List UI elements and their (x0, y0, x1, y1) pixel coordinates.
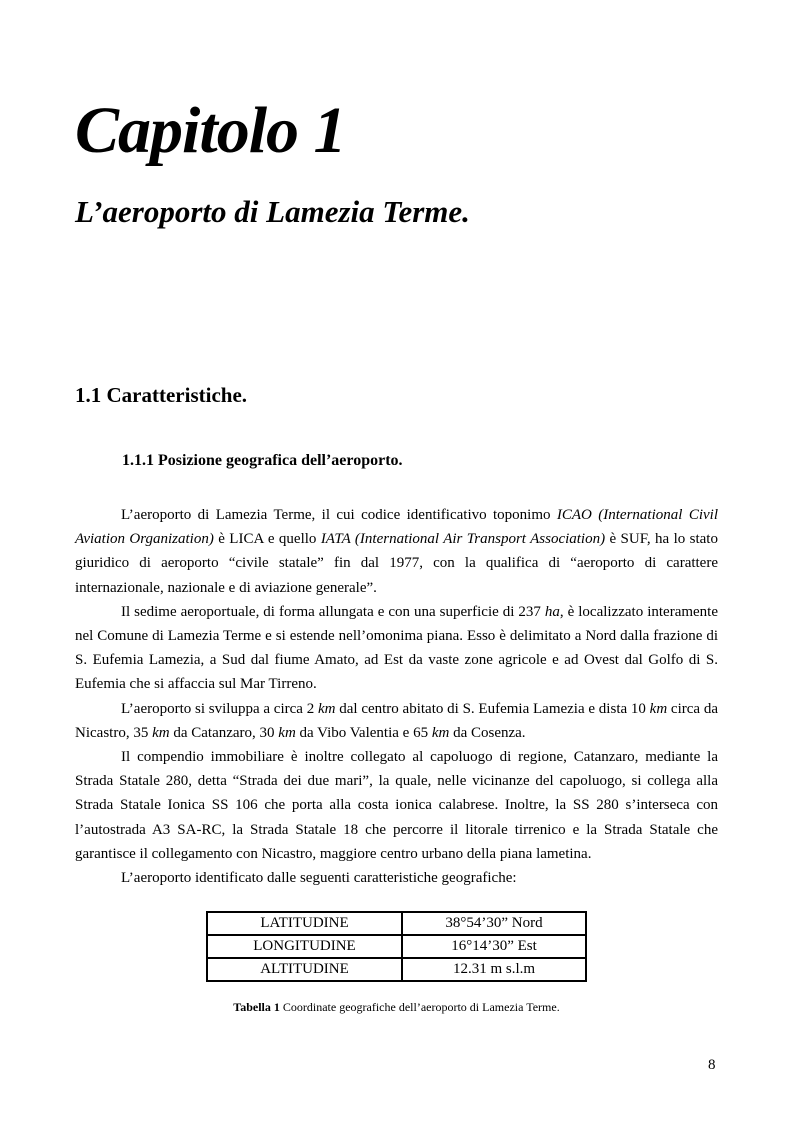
text-run-italic: ha (544, 603, 560, 620)
paragraph-1 (75, 503, 718, 600)
text-run-italic: km (649, 700, 668, 717)
text-run: da Vibo Valentia e 65 (295, 724, 432, 741)
chapter-title: Capitolo 1 (75, 94, 346, 167)
text-run: è LICA e quello (213, 531, 321, 548)
paragraph-4: Il compendio immobiliare è inoltre collegato al capoluogo di regione, Catanzaro, mediante la Strada Statale 280, detta “Strada dei due mari”, la quale, nelle vicinanze del capoluogo, si collega alla Strada Statale Ionica SS 106 che porta alla costa ionica calabrese. Inoltre, la SS 280 s’interseca con l’autostrada A3 SA-RC, la Strada Statale 18 che percorre il litorale tirrenico e la Strada Statale che garantisce il collegamento con Nicastro, maggiore centro urbano della piana lametina. (75, 749, 718, 862)
text-run-italic: ICAO (International Civil Aviation Organization) (75, 507, 718, 548)
table-row (207, 935, 586, 958)
text-run: dal centro abitato di S. Eufemia Lamezia e dista 10 (335, 700, 650, 717)
table-cell-value: 12.31 m s.l.m (402, 958, 586, 981)
text-run: da Catanzaro, 30 (169, 724, 279, 741)
chapter-subtitle: L’aeroporto di Lamezia Terme. (75, 194, 470, 229)
text-run: L’aeroporto si sviluppa a circa 2 (121, 700, 318, 717)
table-row (207, 958, 586, 981)
table-cell-key: LATITUDINE (207, 912, 402, 935)
text-run-italic: IATA (International Air Transport Association) (320, 531, 606, 548)
text-run: Il sedime aeroportuale, di forma allungata e con una superficie di 237 (121, 603, 545, 620)
text-run: da Cosenza. (449, 724, 526, 741)
table-caption (0, 1000, 793, 1015)
text-run-italic: km (431, 724, 450, 741)
paragraph-2 (75, 600, 718, 697)
section-title: 1.1 Caratteristiche. (75, 383, 248, 407)
text-run-italic: km (317, 700, 336, 717)
table-row (207, 912, 586, 935)
table-cell-value: 38°54’30” Nord (402, 912, 586, 935)
subsection-title: 1.1.1 Posizione geografica dell’aeroporto. (122, 452, 403, 469)
table-cell-key: LONGITUDINE (207, 935, 402, 958)
text-run-italic: km (152, 724, 170, 741)
paragraph-5: L’aeroporto identificato dalle seguenti caratteristiche geografiche: (121, 870, 517, 887)
text-run: è SUF, ha lo stato giuridico di aeroporto “civile statale” fin dal 1977, con la qualifica di “aeroporto di carattere internazionale, nazionale e di aviazione generale”. (75, 531, 718, 596)
paragraph-3 (75, 697, 718, 745)
text-run-italic: km (278, 724, 296, 741)
text-run: L’aeroporto di Lamezia Terme, il cui codice identificativo toponimo (121, 507, 557, 523)
body-text (75, 503, 718, 890)
text-run: circa da Nicastro, 35 (75, 700, 718, 741)
table-cell-value: 16°14’30” Est (402, 935, 586, 958)
text-run: , è localizzato interamente nel Comune di Lamezia Terme e si estende nell’omonima piana. Esso è delimitato a Nord dalla frazione di S. Eufemia Lamezia, a Sud dal fiume Amato, ad Est da vaste zone agricole e ad Ovest dal Golfo di S. Eufemia che si affaccia sul Mar Tirreno. (75, 603, 718, 693)
table-cell-key: ALTITUDINE (207, 958, 402, 981)
geo-coordinates-table (206, 911, 587, 982)
caption-text: Coordinate geografiche dell’aeroporto di Lamezia Terme. (279, 1000, 560, 1014)
caption-label: Tabella 1 (233, 1000, 280, 1014)
page-number: 8 (708, 1057, 716, 1073)
